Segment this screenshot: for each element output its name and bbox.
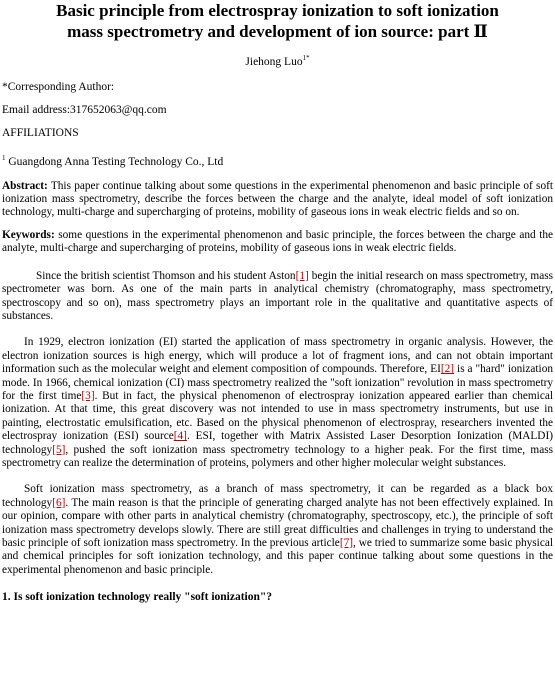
- keywords: [2, 229, 553, 256]
- abstract: [2, 180, 553, 220]
- body-text: Soft ionization mass spectrometry, as a branch of mass spectrometry, it can be regarded as a black box technology: [2, 483, 553, 509]
- abstract-text: This paper continue talking about some questions in the experimental phenomenon and basic principle of soft ionization mass spectrometry, describe the forces between the charge and the analyte, ideal model of soft ionization technology, multi-charge and supercharging of proteins, mobility of gaseous ions in weak electric fields and so on.: [2, 179, 553, 219]
- body-text: . But in fact, the physical phenomenon of electrospray ionization appeared earlier than chemical ionization. At that time, this great discovery was not intended to use in mass spectrometry instruments, but use in painting, electrostatic emulsification, etc. Based on the physical phenomenon of electrospray, researchers invented the electrospray ionization (ESI) source: [2, 389, 553, 443]
- citation-link[interactable]: [4]: [173, 430, 187, 443]
- author-mark: 1*: [302, 54, 310, 62]
- paper-title: [2, 0, 553, 42]
- email-address: Email address:317652063@qq.com: [2, 103, 167, 116]
- body-text: , we tried to summarize some basic physical and chemical principles for soft ionization technology, and this paper continue talking about some questions in the experimental phenomenon and basic principle.: [2, 537, 553, 576]
- affiliation-text: Guangdong Anna Testing Technology Co., Ltd: [5, 155, 224, 168]
- intro-paragraph-3: [2, 483, 553, 577]
- citation-link[interactable]: [2]: [440, 363, 455, 376]
- citation-link[interactable]: [7]: [339, 537, 353, 549]
- title-line-1: Basic principle from electrospray ionization to soft ionization: [56, 1, 499, 20]
- body-text: In 1929, electron ionization (EI) started the application of mass spectrometry in organic analysis. However, the electron ionization sources is high energy, which will produce a lot of fragment ions, and can not obtain important information such as the molecular weight and element composition of compounds. Therefore, EI: [2, 336, 553, 376]
- section-heading-1: 1. Is soft ionization technology really "soft ionization"?: [2, 591, 273, 604]
- affiliation: [2, 151, 553, 169]
- abstract-label: Abstract:: [2, 179, 48, 192]
- body-text: Since the british scientist Thomson and his student Aston: [36, 269, 296, 282]
- author-name: Jiehong Luo: [245, 55, 303, 68]
- body-text: . ESI, together with Matrix Assisted Laser Desorption Ionization (MALDI) technology: [2, 430, 553, 456]
- body-text: , pushed the soft ionization mass spectrometry technology to a higher peak. For the first time, mass spectrometry can realize the determination of proteins, polymers and other higher molecular weight substances.: [2, 443, 553, 469]
- title-line-2: mass spectrometry and development of ion source: part Ⅱ: [67, 22, 488, 41]
- citation-link[interactable]: [3]: [81, 389, 95, 402]
- author-line: [2, 51, 553, 69]
- body-text: . The main reason is that the principle of generating charged analyte has not been effectively explained. In our opinion, compare with other parts in analytical chemistry (chromatography, spectroscopy, etc.), the principle of soft ionization mass spectrometry develops slowly. There are still great difficulties and challenges in trying to understand the basic principle of soft ionization mass spectrometry. In the previous article: [2, 496, 553, 549]
- intro-paragraph-1: [2, 270, 553, 324]
- citation-link[interactable]: [1]: [295, 269, 309, 282]
- citation-link[interactable]: [5]: [52, 443, 66, 456]
- body-text: begin the initial research on mass spectrometry, mass spectrometer was born. As one of the main parts in analytical chemistry (chromatography, mass spectrometry, spectroscopy and so on), mass spectrometry plays an important role in the qualitative and quantitative aspects of substances.: [2, 269, 553, 322]
- intro-paragraph-2: [2, 336, 553, 470]
- body-text: is a "hard" ionization mode. In 1966, chemical ionization (CI) mass spectrometry realized the "soft ionization" revolution in mass spectrometry for the first time: [2, 363, 553, 402]
- affiliations-label: AFFILIATIONS: [2, 126, 79, 139]
- affiliation-mark: 1: [2, 153, 6, 162]
- citation-link[interactable]: [6]: [52, 496, 66, 509]
- corresponding-author: *Corresponding Author:: [2, 80, 115, 93]
- keywords-label: Keywords:: [2, 228, 55, 241]
- keywords-text: some questions in the experimental phenomenon and basic principle, the forces between the charge and the analyte, multi-charge and supercharging of proteins, mobility of gaseous ions in weak electric fields.: [2, 228, 553, 255]
